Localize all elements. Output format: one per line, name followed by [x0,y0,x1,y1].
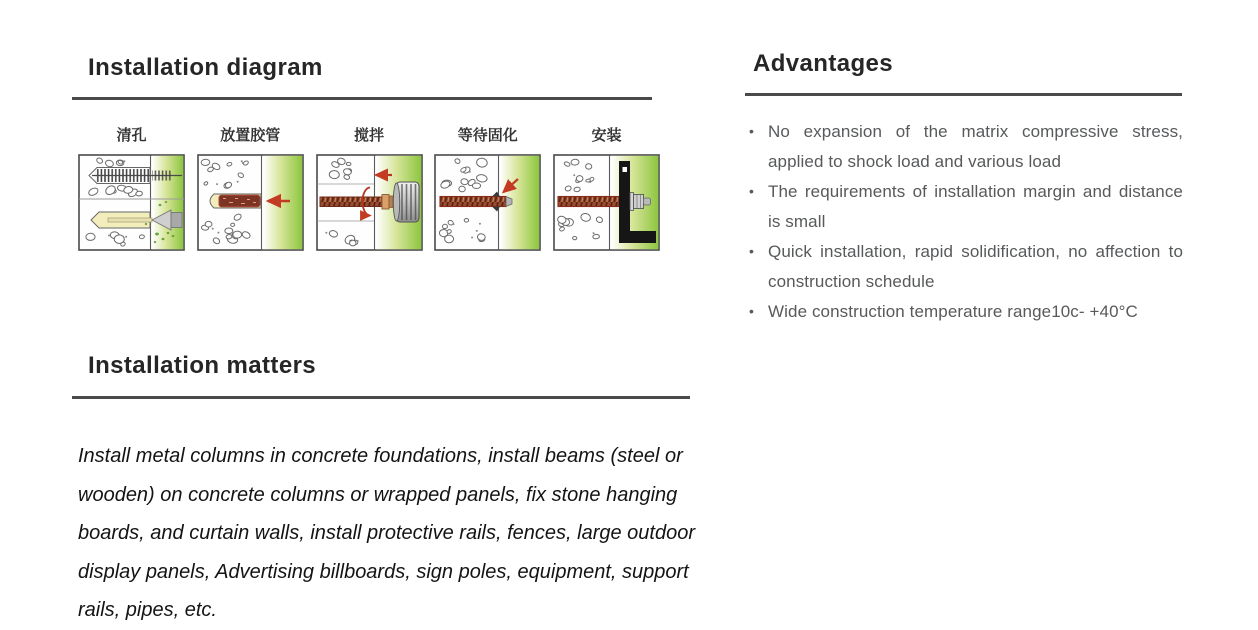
step-label: 搅拌 [353,127,384,144]
advantage-text: Quick installation, rapid solidification, no affection to construction schedule [768,241,1183,291]
installation-diagram-title: Installation diagram [88,54,323,81]
bullet-dot: • [749,242,755,259]
advantage-item [745,117,1183,177]
advantage-item [745,237,1183,297]
bullet-dot: • [749,122,755,139]
step-image-wait-for-curing-drawing [434,154,541,251]
step-install [553,124,660,251]
advantages-section [745,50,1183,327]
step-image-place-adhesive-tube-drawing [197,154,304,251]
step-label: 安装 [591,127,622,144]
advantage-item [745,177,1183,237]
step-place-adhesive-tube [197,124,304,251]
step-label: 放置胶管 [220,127,281,144]
section-underline [72,97,652,100]
advantage-text: No expansion of the matrix compressive stress, applied to shock load and various load [768,121,1183,171]
step-clean-hole [78,124,185,251]
section-underline [745,93,1182,96]
installation-steps-row [78,124,660,251]
advantages-title: Advantages [753,50,894,77]
advantage-item [745,297,1183,327]
step-label: 等待固化 [457,127,518,144]
bullet-dot: • [749,182,755,199]
step-label: 清孔 [116,127,147,144]
installation-matters-paragraph: Install metal columns in concrete foundations, install beams (steel or wooden) on concrete columns or wrapped panels, fix stone hanging boards, and curtain walls, install protective rails, fences, large outdoor display panels, Advertising billboards, sign poles, equipment, support rails, pipes, etc. [78,445,695,621]
step-wait-for-curing [434,124,541,251]
step-image-clean-hole-drawing [78,154,185,251]
step-stir [316,124,423,251]
bullet-dot: • [749,302,755,319]
advantage-text: The requirements of installation margin and distance is small [768,181,1183,231]
advantage-text: Wide construction temperature range10c- +40°C [768,301,1138,321]
section-underline [72,396,690,399]
step-image-install-drawing [553,154,660,251]
step-image-stir-drawing [316,154,423,251]
installation-matters-title: Installation matters [88,352,317,379]
